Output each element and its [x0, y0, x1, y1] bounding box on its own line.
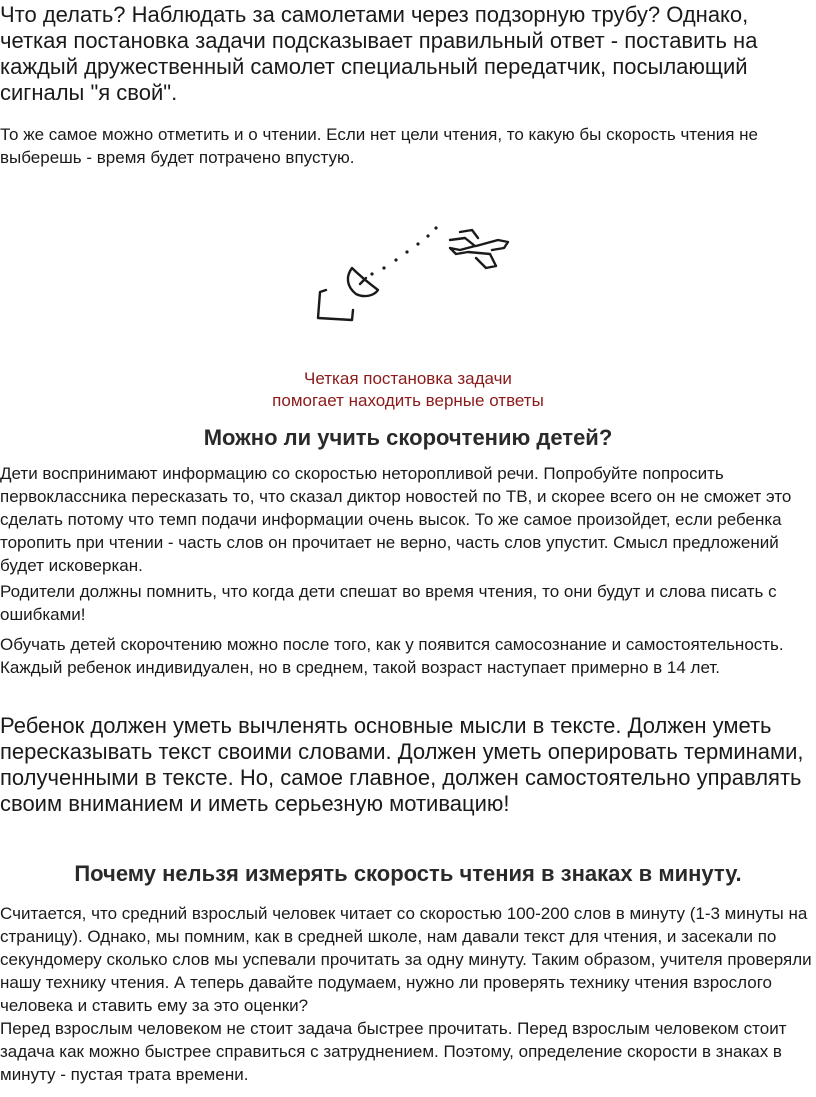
section1-paragraph-1: Дети воспринимают информацию со скоростью неторопливой речи. Попробуйте попросить первоклассника пересказать то, что сказал диктор новостей по ТВ, и скорее всего он не сможет это сделать потому что темп подачи информации очень высок. То же самое произойдет, если ребенка торопить при чтении - часть слов он прочитает не верно, часть слов упустит. Смысл предложений будет исковеркан. — [0, 464, 792, 575]
section2-paragraph-2: Перед взрослым человеком не стоит задача быстрее прочитать. Перед взрослым человеком стоит задача как можно быстрее справиться с затруднением. Поэтому, определение скорости в знаках в минуту - пустая трата времени. — [0, 1019, 787, 1084]
section1-paragraph-2: Родители должны помнить, что когда дети спешат во время чтения, то они будут и слова писать с ошибками! — [0, 582, 777, 624]
radar-base-drawing — [318, 290, 353, 320]
figure-caption-line1: Четкая постановка задачи — [304, 369, 512, 388]
section2-paragraph-1: Считается, что средний взрослый человек читает со скоростью 100-200 слов в минуту (1-3 минуты на страницу). Однако, мы помним, как в средней школе, нам давали текст для чтения, и засекали по секундомеру сколько слов мы успевали прочитать за одну минуту. Таким образом, учителя проверяли нашу технику чтения. А теперь давайте подумаем, нужно ли проверять технику чтения взрослого человека и ставить ему за это оценки? — [0, 904, 812, 1015]
signal-dots — [370, 226, 437, 275]
reading-note-paragraph: То же самое можно отметить и о чтении. Если нет цели чтения, то какую бы скорость чтения не выберешь - время будет потрачено впустую. — [0, 125, 759, 167]
section1-paragraph-3: Обучать детей скорочтению можно после того, как у появится самосознание и самостоятельность. Каждый ребенок индивидуален, но в среднем, такой возраст наступает примерно в 14 лет. — [0, 635, 784, 677]
airplane-drawing — [450, 230, 508, 268]
figure-caption-line2: помогает находить верные ответы — [272, 391, 544, 410]
section1-emphasis-paragraph: Ребенок должен уметь вычленять основные мысли в тексте. Должен уметь пересказывать текст своими словами. Должен уметь оперировать терминами, полученными в тексте. Но, самое главное, должен самостоятельно управлять своим вниманием и иметь серьезную мотивацию! — [0, 713, 804, 816]
section-heading-children: Можно ли учить скорочтению детей? — [203, 425, 613, 450]
section-heading-speed: Почему нельзя измерять скорость чтения в знаках в минуту. — [74, 861, 742, 886]
intro-paragraph: Что делать? Наблюдать за самолетами через подзорную трубу? Однако, четкая постановка задачи подсказывает правильный ответ - поставить на каждый дружественный самолет специальный передатчик, посылающий сигналы "я свой". — [0, 2, 758, 105]
radar-airplane-illustration — [300, 210, 530, 340]
